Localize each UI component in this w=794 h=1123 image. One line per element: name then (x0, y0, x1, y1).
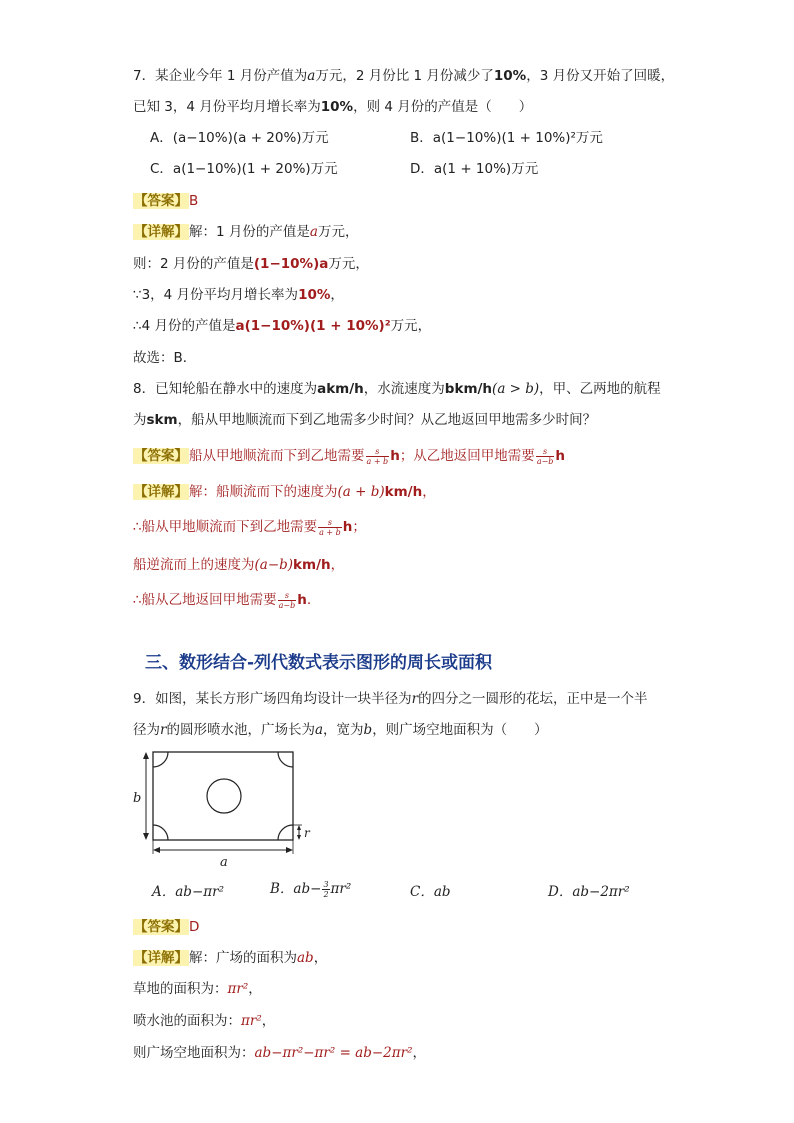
q9-text: ，则广场空地面积为（ ） (372, 722, 548, 738)
q7-detail-text: 则：2 月份的产值是 (133, 256, 254, 272)
q9-text: 的四分之一圆形的花坛，正中是一个半 (418, 691, 648, 707)
q8-distance: skm (146, 412, 178, 428)
q9-var-a: a (314, 722, 324, 738)
q8-detail-text: ∴船从乙地返回甲地需要 (133, 592, 277, 608)
q7-detail-line2 (133, 254, 369, 274)
q7-text: ，则 4 月份的产值是（ ） (353, 99, 533, 115)
q7-detail-line5: 故选：B． (133, 350, 197, 366)
fraction-denominator: a−b (536, 456, 554, 466)
q7-option-b: B．a(1−10%)(1 + 10%)²万元 (410, 130, 603, 146)
arrow-head (153, 847, 160, 853)
q9-detail-text: 则广场空地面积为： (133, 1045, 255, 1061)
q7-answer-value: B (189, 193, 199, 209)
quarter-circle-bottom-right (278, 825, 293, 840)
q7-detail-line1 (133, 222, 358, 242)
q9-figure (130, 748, 320, 870)
fountain-circle (207, 779, 241, 813)
fraction-numerator: s (536, 447, 555, 457)
q9-detail-line2 (133, 979, 262, 999)
detail-tag: 【详解】 (134, 950, 188, 966)
q8-text: ，船从甲地顺流而下到乙地需多少时间？从乙地返回甲地需多少时间？ (177, 412, 597, 428)
q8-text: 为 (133, 412, 147, 428)
q8-answer (133, 446, 565, 466)
fraction (322, 880, 329, 899)
q7-detail-expr: 10% (298, 287, 331, 303)
fraction-denominator: a + b (366, 456, 389, 466)
q8-detail-line2 (133, 517, 366, 537)
label-r: r (304, 826, 310, 840)
detail-tag: 【详解】 (134, 484, 188, 500)
q7-text: ，3 月份又开始了回暖， (526, 68, 675, 84)
q8-detail-text: ； (352, 519, 366, 535)
q7-detail-text: ∵3，4 月份平均月增长率为 (133, 287, 299, 303)
q9-detail-expr: πr² (227, 981, 249, 997)
q7-percent: 10% (320, 99, 354, 115)
q7-detail-line3 (133, 285, 344, 305)
fraction-denominator: a−b (278, 600, 296, 610)
unit: h (297, 592, 307, 608)
q7-detail-expr: a(1−10%)(1 + 10%)² (235, 318, 391, 334)
q8-detail-expr: (a−b) (254, 557, 294, 573)
detail-tag: 【详解】 (134, 224, 188, 240)
fraction-numerator: s (278, 591, 297, 601)
q9-detail-text: ， (412, 1045, 427, 1061)
fraction (278, 591, 297, 610)
unit: h (342, 519, 353, 535)
q8-speed: bkm/h (444, 381, 493, 397)
q9-detail-expr: πr² (241, 1013, 262, 1029)
q9-answer (133, 917, 199, 937)
q7-text: 万元，2 月份比 1 月份减少了 (315, 68, 494, 84)
q7-percent: 10% (493, 68, 527, 84)
q7-detail-text: 万元， (328, 256, 369, 272)
plaza-rectangle (153, 752, 293, 840)
arrow-head (143, 833, 149, 840)
q7-var-a: a (307, 68, 316, 84)
q9-detail-text: ， (313, 950, 328, 966)
q9-var-r: r (160, 722, 167, 738)
q8-answer-text: 船从甲地顺流而下到乙地需要 (189, 448, 365, 464)
q9-detail-text: 草地的面积为： (133, 981, 228, 997)
q7-var-a: a (309, 224, 318, 240)
q8-detail-text: ， (422, 484, 436, 500)
unit: h (390, 448, 400, 464)
unit: h (555, 448, 566, 464)
q9-text: 径为 (133, 722, 160, 738)
q7-detail-text: 解：1 月份的产值是 (189, 224, 310, 240)
q9-detail-text: ， (261, 1013, 276, 1029)
q9-detail-line3 (133, 1011, 275, 1031)
fraction (366, 447, 390, 466)
q9-var-b: b (363, 722, 373, 738)
arrow-head (143, 752, 149, 759)
quarter-circle-top-right (278, 752, 293, 767)
q9-option-b-text: πr² (330, 881, 352, 897)
label-a: a (220, 855, 228, 870)
q9-detail-line1 (133, 948, 327, 968)
q7-option-a: A．(a−10%)(a + 20%)万元 (150, 130, 329, 146)
q8-condition: (a > b) (492, 381, 540, 397)
q7-detail-text: 万元， (390, 318, 432, 334)
answer-tag: 【答案】 (134, 448, 188, 464)
q8-text: ，水流速度为 (363, 381, 445, 397)
arrow-head (297, 825, 301, 830)
q9-text: 9．如图，某长方形广场四角均设计一块半径为 (133, 691, 412, 707)
arrow-head (297, 835, 301, 840)
q8-detail-line4 (133, 590, 311, 610)
unit: km/h (384, 484, 423, 500)
q7-answer (133, 191, 198, 211)
fraction (318, 518, 342, 537)
q9-text: 的圆形喷水池，广场长为 (166, 722, 315, 738)
fraction (536, 447, 555, 466)
q8-text: ，甲、乙两地的航程 (539, 381, 661, 397)
unit: km/h (293, 557, 331, 573)
q9-option-c: C．ab (410, 884, 451, 900)
q9-detail-expr: ab−πr²−πr² = ab−2πr² (254, 1045, 413, 1061)
q9-text: ，宽为 (323, 722, 364, 738)
q9-detail-text: 喷水池的面积为： (133, 1013, 241, 1029)
q8-detail-text: 解：船顺流而下的速度为 (189, 484, 338, 500)
q7-detail-text: 万元， (317, 224, 359, 240)
answer-tag: 【答案】 (134, 193, 188, 209)
q8-answer-text: ；从乙地返回甲地需要 (399, 448, 535, 464)
section-title: 三、数形结合-列代数式表示图形的周长或面积 (145, 653, 493, 673)
q8-detail-text: ， (330, 557, 345, 573)
q9-option-b-text: B．ab− (270, 881, 322, 897)
q7-detail-text: ∴4 月份的产值是 (133, 318, 236, 334)
q8-detail-line1 (133, 482, 436, 502)
q8-stem-line1 (133, 379, 661, 399)
fraction-denominator: 2 (323, 890, 329, 899)
q8-detail-text: 船逆流而上的速度为 (133, 557, 255, 573)
q9-option-b (270, 879, 351, 899)
q7-text: 已知 3，4 月份平均月增长率为 (133, 99, 321, 115)
q9-answer-value: D (189, 919, 200, 935)
quarter-circle-bottom-left (153, 825, 168, 840)
q7-detail-text: ， (330, 287, 344, 303)
arrow-head (286, 847, 293, 853)
q8-speed: akm/h (317, 381, 364, 397)
q7-text: 7．某企业今年 1 月份产值为 (133, 68, 308, 84)
fraction-numerator: 3 (323, 880, 329, 889)
q9-option-a: A．ab−πr² (152, 884, 224, 900)
q7-option-c: C．a(1−10%)(1 + 20%)万元 (150, 161, 338, 177)
q8-text: 8．已知轮船在静水中的速度为 (133, 381, 318, 397)
q9-detail-text: 解：广场的面积为 (189, 950, 297, 966)
answer-tag: 【答案】 (134, 919, 188, 935)
q9-var-r: r (411, 691, 419, 707)
q9-stem-line1 (133, 689, 648, 709)
q8-stem-line2 (133, 410, 596, 430)
q8-detail-text: . (306, 592, 312, 608)
quarter-circle-top-left (153, 752, 168, 767)
q7-option-d: D．a(1 + 10%)万元 (410, 161, 539, 177)
q9-detail-text: ， (248, 981, 262, 997)
q8-detail-text: ∴船从甲地顺流而下到乙地需要 (133, 519, 318, 535)
fraction-denominator: a + b (319, 527, 341, 537)
fraction-numerator: s (366, 447, 390, 457)
q7-stem-line1 (133, 66, 674, 86)
q7-detail-expr: (1−10%)a (253, 256, 329, 272)
label-b: b (133, 791, 142, 806)
q8-detail-line3 (133, 555, 344, 575)
q7-stem-line2 (133, 97, 532, 117)
q8-detail-expr: (a + b) (337, 484, 385, 500)
q9-detail-line4 (133, 1043, 426, 1063)
q9-option-d: D．ab−2πr² (548, 884, 630, 900)
q9-stem-line2 (133, 720, 548, 740)
q7-detail-line4 (133, 316, 431, 336)
q9-detail-expr: ab (297, 950, 314, 966)
fraction-numerator: s (318, 518, 342, 528)
